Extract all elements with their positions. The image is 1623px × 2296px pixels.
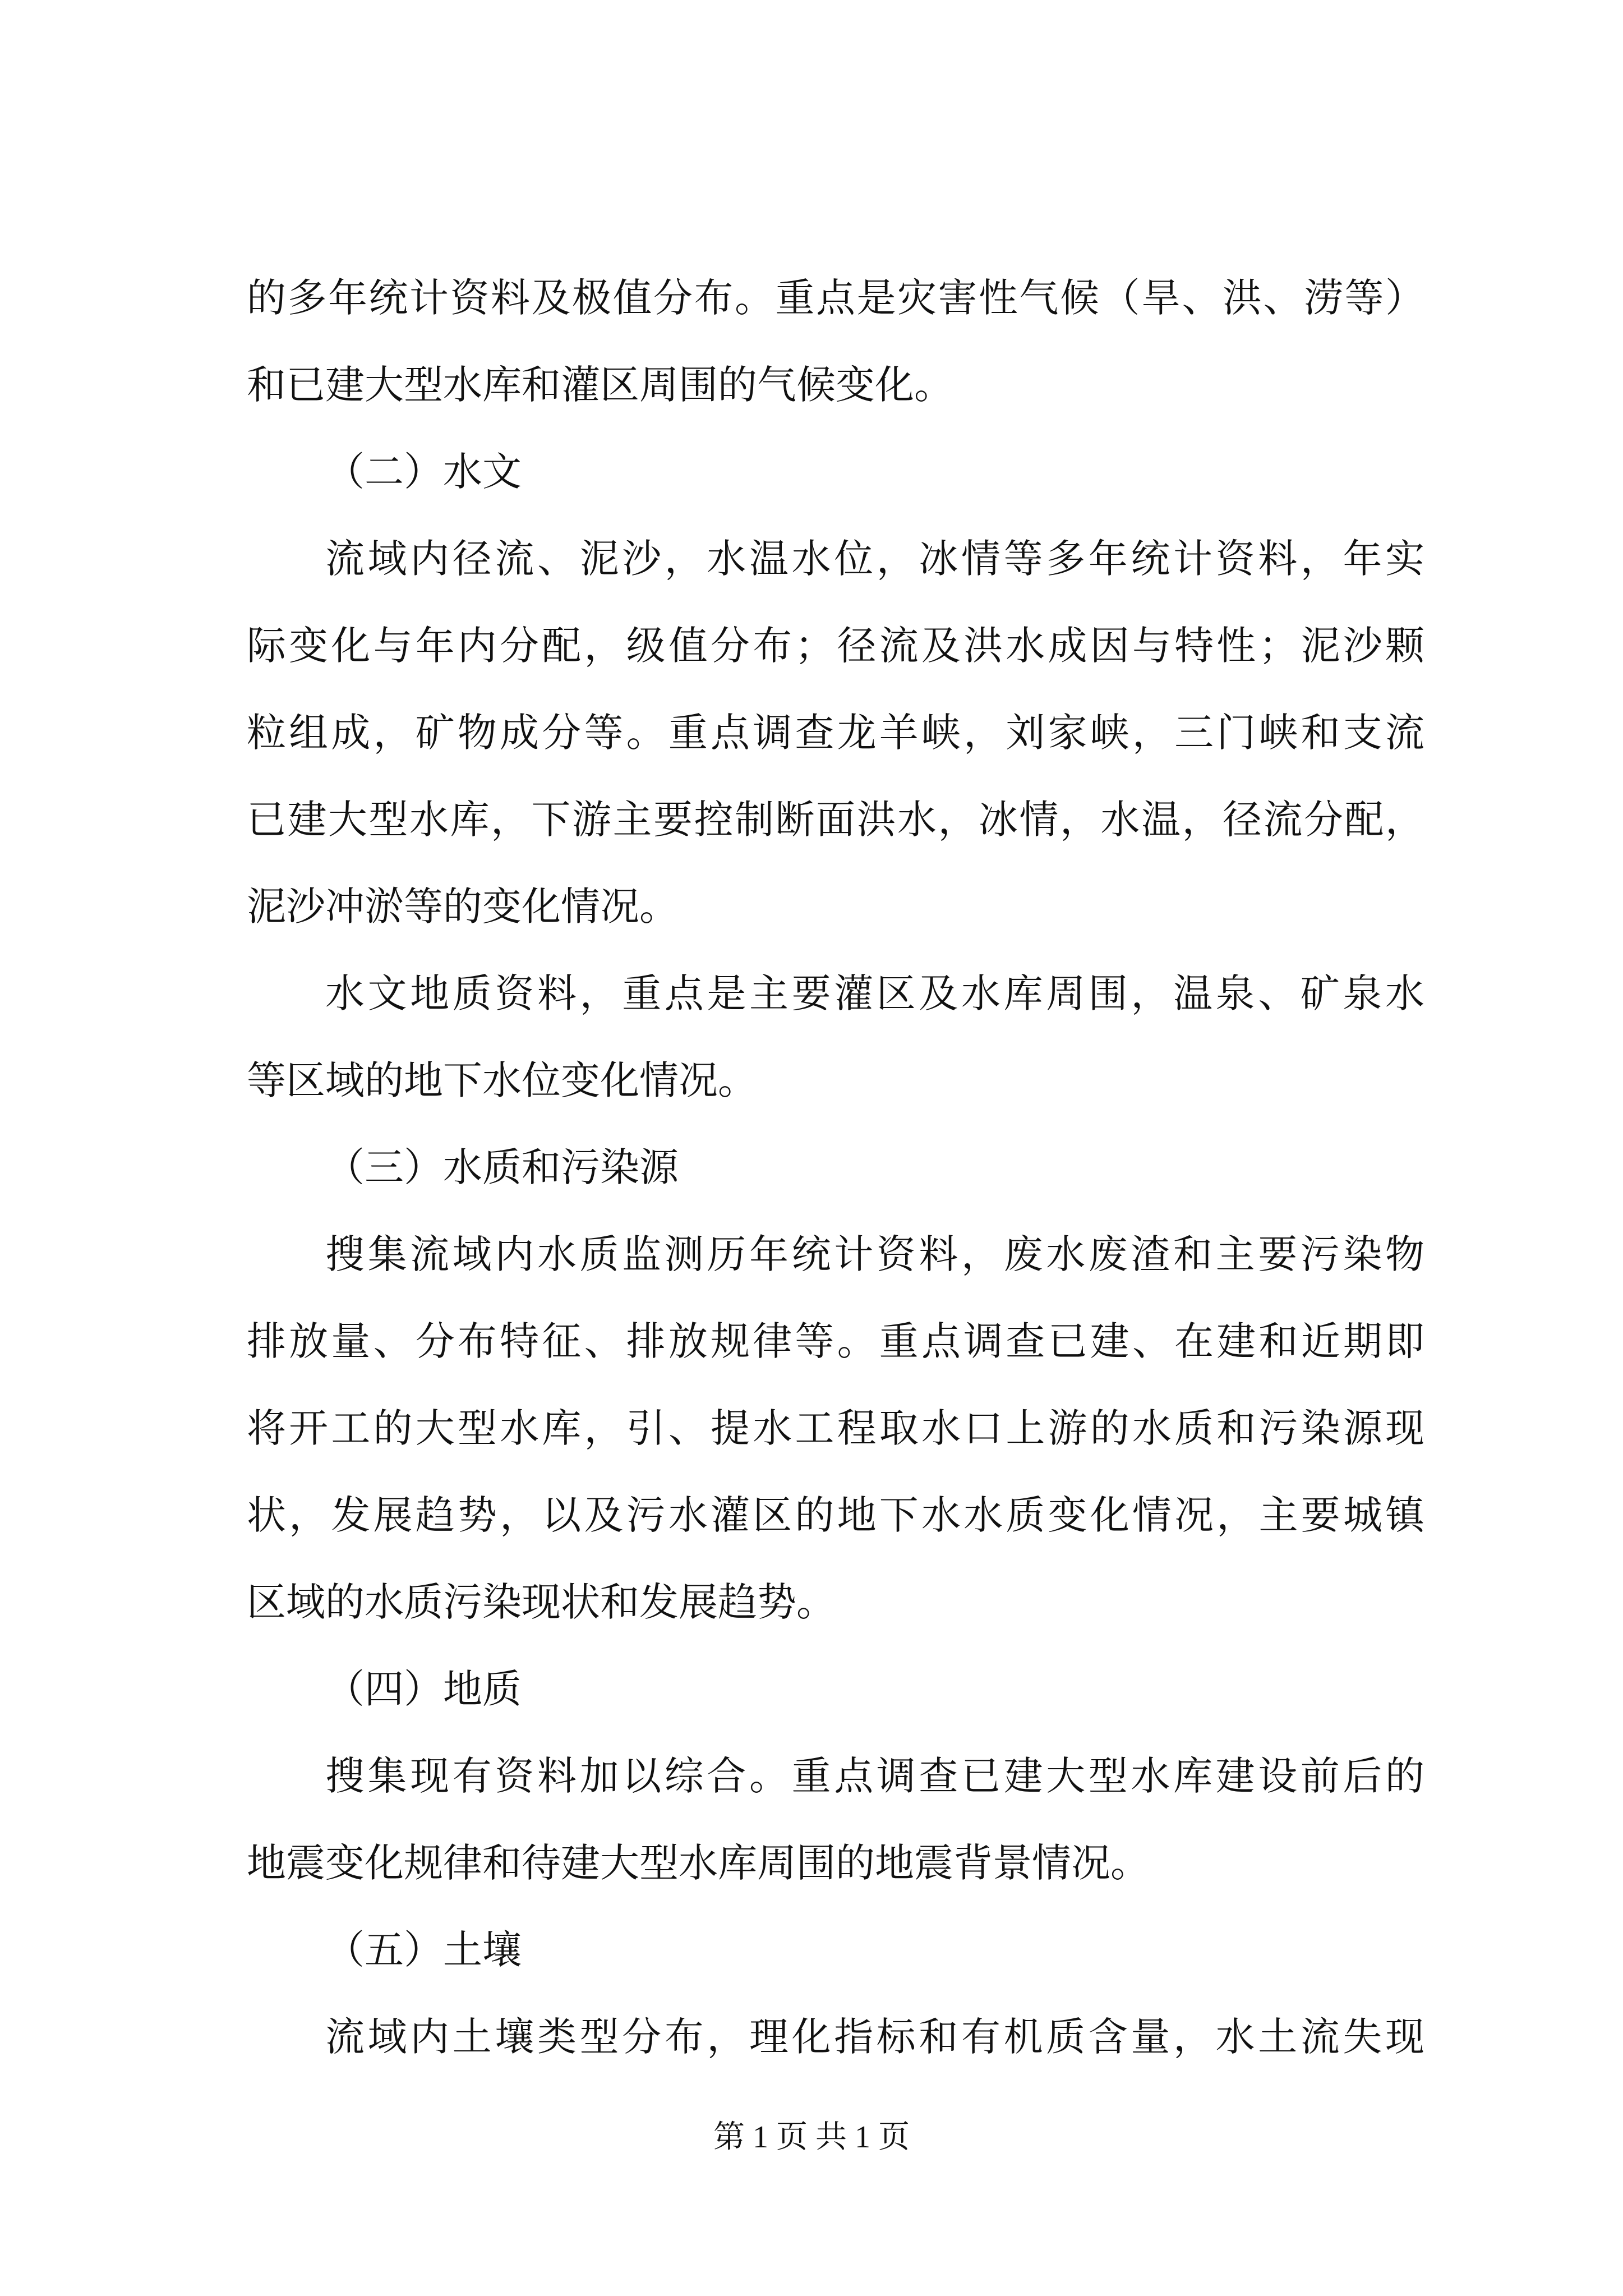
paragraph-line: 地震变化规律和待建大型水库周围的地震背景情况。 xyxy=(247,1840,1150,1886)
section-heading: （二）水文 xyxy=(325,449,522,495)
paragraph-line: 搜集流域内水质监测历年统计资料，废水废渣和主要污染物 xyxy=(325,1231,1424,1277)
paragraph-line: 流域内土壤类型分布，理化指标和有机质含量，水土流失现 xyxy=(325,2014,1424,2060)
section-heading: （四）地质 xyxy=(325,1666,522,1712)
paragraph-line: 将开工的大型水库，引、提水工程取水口上游的水质和污染源现 xyxy=(247,1405,1424,1451)
paragraph-line: 区域的水质污染现状和发展趋势。 xyxy=(247,1579,836,1625)
paragraph-line: 粒组成，矿物成分等。重点调查龙羊峡，刘家峡，三门峡和支流 xyxy=(247,710,1424,756)
paragraph-line: 状，发展趋势，以及污水灌区的地下水水质变化情况，主要城镇 xyxy=(247,1492,1424,1538)
paragraph-line: 水文地质资料，重点是主要灌区及水库周围，温泉、矿泉水 xyxy=(325,970,1424,1016)
paragraph-line: 和已建大型水库和灌区周围的气候变化。 xyxy=(247,362,953,408)
body-text xyxy=(247,255,1424,2081)
paragraph-line: 际变化与年内分配，级值分布；径流及洪水成因与特性；泥沙颗 xyxy=(247,623,1424,669)
paragraph-line: 泥沙冲淤等的变化情况。 xyxy=(247,884,679,930)
paragraph-line: 等区域的地下水位变化情况。 xyxy=(247,1057,757,1103)
paragraph-line: 的多年统计资料及极值分布。重点是灾害性气候（旱、洪、涝等） xyxy=(247,275,1424,321)
section-heading: （五）土壤 xyxy=(325,1927,522,1973)
paragraph-line: 搜集现有资料加以综合。重点调查已建大型水库建设前后的 xyxy=(325,1753,1424,1799)
section-heading: （三）水质和污染源 xyxy=(325,1144,679,1190)
paragraph-line: 流域内径流、泥沙，水温水位，冰情等多年统计资料，年实 xyxy=(325,536,1424,582)
paragraph-line: 已建大型水库，下游主要控制断面洪水，冰情，水温，径流分配， xyxy=(247,797,1424,843)
paragraph-line: 排放量、分布特征、排放规律等。重点调查已建、在建和近期即 xyxy=(247,1318,1424,1364)
page-footer: 第 1 页 共 1 页 xyxy=(713,2120,910,2155)
